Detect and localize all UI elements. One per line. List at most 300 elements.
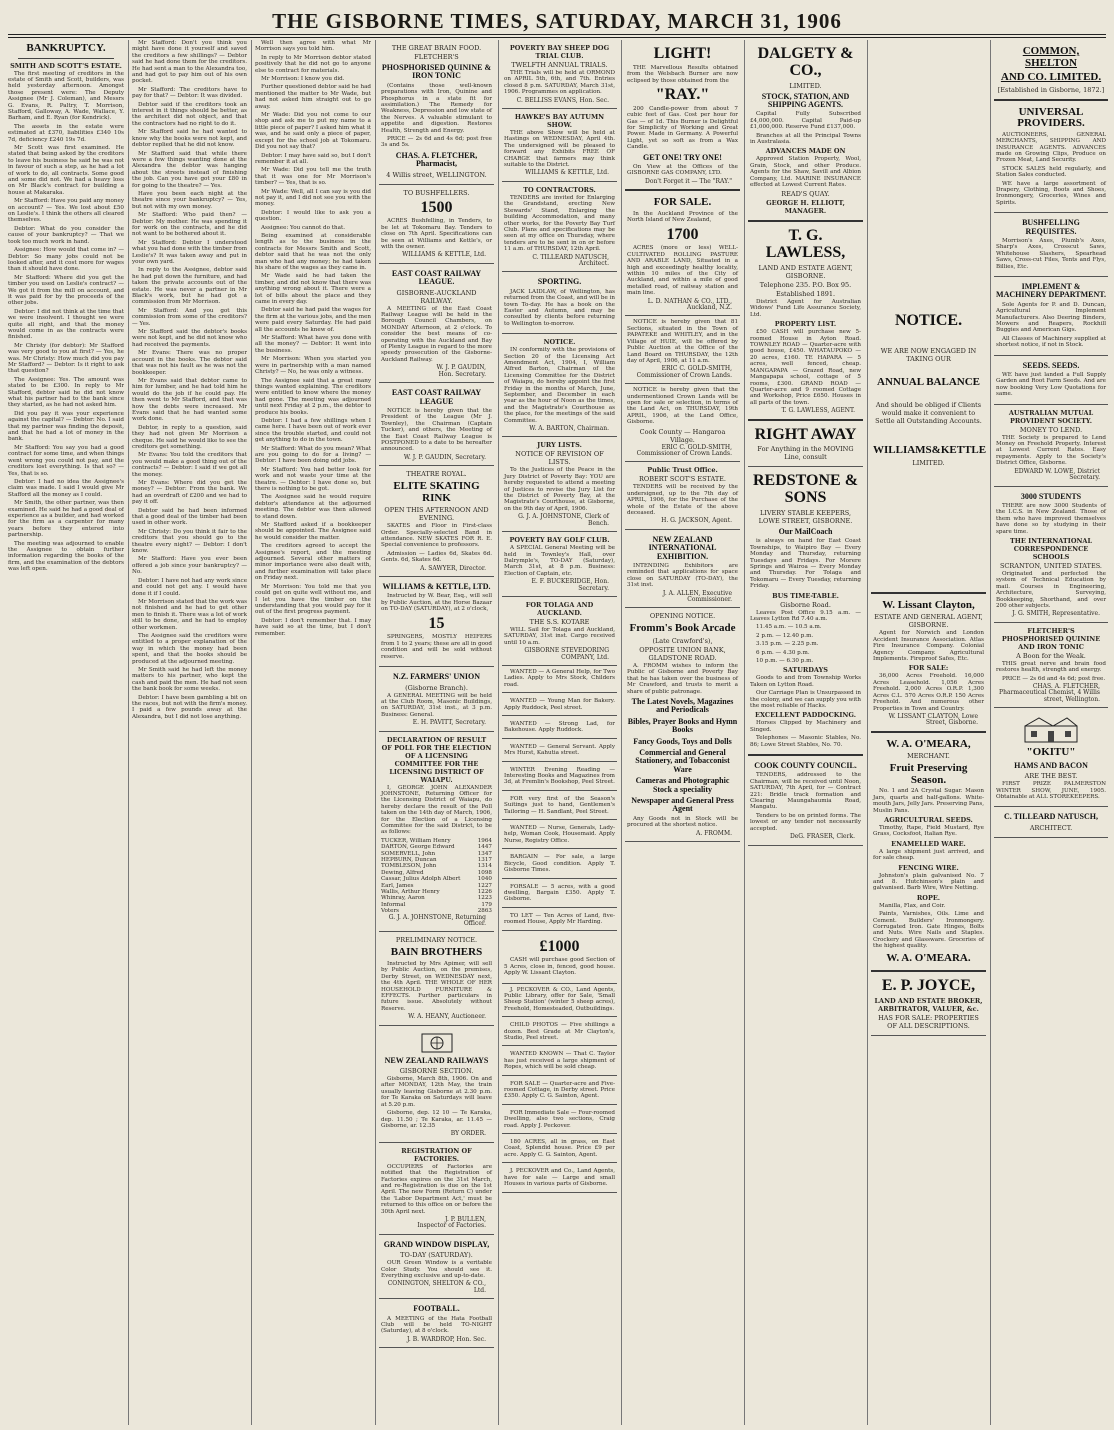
advert-body: A SPECIAL General Meeting will be held in Townley's Hall, over Dalrymple's, TO-DAY (Saturday), March 31st, at 8 p.m. Business: Election of Captain, etc.	[504, 545, 615, 577]
candidate-name: Cassar, Julius Adolph Albert	[381, 876, 461, 883]
advert-fletchers-tonic-2	[994, 623, 1108, 708]
classified-ad: WANTED — A General Help, for Two Ladies. Apply to Mrs Stock, Childers road.	[502, 666, 617, 693]
advert-lawless	[748, 222, 863, 420]
article-paragraph: The Assignee: Yes. The amount was stated to be £300. In reply to Mr Stafford, debtor said he did not know what his partner had to the bank since they started, as he had not asked him.	[8, 376, 124, 409]
spacer	[873, 332, 984, 346]
advert-heading: TO CONTRACTORS.	[523, 185, 596, 194]
advert-subtitle: FLETCHER'S	[414, 53, 459, 61]
candidate-votes: 179	[481, 901, 492, 908]
column-3	[255, 40, 371, 1425]
advert-fletchers-tonic	[379, 40, 494, 185]
article-paragraph: Debtor: I had no idea the Assignee's claim was made. I said I would give Mr Stafford all the money as I could.	[8, 478, 124, 498]
advert-body: THIS great nerve and brain food restores health, strength and energy.	[996, 660, 1106, 674]
divider	[18, 58, 114, 59]
advert-signature: W. J. P. GAUDIN, Secretary.	[403, 453, 486, 461]
advert-body: Any Goods not in Stock will be procured at the shortest notice.	[627, 815, 738, 829]
advert-subheading: [Established in Gisborne, 1872.]	[997, 85, 1105, 94]
advert-body: Manilla, Flax, and Coir.	[879, 902, 946, 909]
advert-heading: ANNUAL BALANCE	[877, 375, 980, 388]
advert-railways	[379, 1026, 494, 1143]
advert-body: For Anything in the MOVING Line, consult	[757, 445, 854, 462]
advert-joyce	[871, 972, 986, 1036]
advert-body: Sole Agents for P. and D. Duncan, Agricultural Implement Manufacturers. Also Deering Binders, Mowers and Reapers, Rockhill Buggies and American Gigs.	[996, 301, 1106, 334]
masthead-rule-lower	[8, 37, 1106, 38]
advert-title: DALGETY & CO.,	[757, 45, 854, 79]
advert-common-shelton	[994, 40, 1108, 101]
advert-subheading: Gisborne Road.	[780, 600, 831, 609]
article-paragraph: Debtor: I would like to ask you a question.	[255, 209, 371, 223]
article-paragraph: Mr Stafford: Debtor I understood what you had done with the timber from Leslie's? It was taken away and put in your own yard.	[132, 239, 247, 265]
column-rule	[251, 40, 252, 1425]
advert-body: ACRES (more or less) WELL-CULTIVATED ROLLING PASTURE AND ARABLE LAND, Situated in a high and exceedingly healthy locality, within 10 miles of the City of Auckland, and within a mile of good metalled road, of railway station and main line.	[627, 245, 738, 297]
article-paragraph: Mr Morrison: You told me that you could get on quite well without me, and I let you have the timber on the understanding that you would pay for it out of the first progress payment.	[255, 583, 371, 616]
advert-okitu	[994, 708, 1108, 807]
advert-title: REDSTONE & SONS	[752, 472, 859, 507]
timetable-row: 6 p.m. — 4.30 p.m.	[756, 649, 810, 656]
advert-body: CASH will purchase good Section of 5 Acres, close in, fenced, good house. Apply W. Lissant Clayton.	[504, 957, 615, 977]
advert-signature-title: Inspector of Factories.	[417, 1222, 486, 1230]
advert-subheading: FOR SALE:	[908, 664, 949, 673]
advert-williams-kettle-auction	[379, 577, 494, 667]
article-paragraph: Mr Morrison: I know you did.	[261, 76, 345, 83]
advert-established: Established 1891.	[775, 290, 836, 299]
advert-body: A MEETING of the East Coast Railway League will be held in the Borough Council Chambers, on MONDAY Afternoon, at 2 o'clock. To consider the best means of co-operating with the Auckland and Bay of Plenty League in regard to the more speedy prosecution of the Gisborne-Auckland Railway.	[381, 305, 492, 363]
advert-amp-society	[994, 405, 1108, 487]
advert-title: T. G. LAWLESS,	[765, 227, 846, 262]
advert-subheading: Cook County — Hangaroa Village.	[639, 427, 726, 444]
article-paragraph: Debtor said he had been informed that a good deal of the timber had been used in other work.	[132, 507, 247, 527]
advert-body: TENDERS will be received by the undersigned, up to the 7th day of APRIL, 1906, for the Purchase of the whole of the Estate of the above deceased.	[627, 484, 738, 517]
article-paragraph: The Assignee said the creditors were entitled to a proper explanation of the way in which the money had been spent, and that the books should be produced at the adjourned meeting.	[132, 632, 247, 665]
poll-results-table	[381, 838, 492, 915]
advert-subheading: ARCHITECT.	[1029, 823, 1073, 832]
advert-body: TENDERS are invited for Enlarging the Grandstand, erecting New Stewards' Stand, Enlarging the building Accommodation, and many other works, for the Poverty Bay Turf Club. Plans and specifications may be seen at my office on Thursday, where tenders are to be sent in on or before 11 a.m. of THURSDAY, 12th April.	[504, 194, 615, 253]
advert-heading: NEW ZEALAND INTERNATIONAL EXHIBITION.	[648, 534, 717, 561]
advert-body: NOTICE is hereby given that the undermentioned Crown Lands will be open for sale or selection, in terms of the Land Act, on THURSDAY, 19th APRIL, 1906, at the Land Office, Gisborne.	[627, 387, 738, 426]
advert-seeds	[994, 356, 1108, 405]
article-paragraph: Mr Wade: Did you not come to our shop and ask me to put my name to a little piece of paper? I asked him what it was, and he said only a piece of paper, except for the school job at Tokomaru. Did you not say that?	[255, 112, 371, 151]
advert-universal-providers	[994, 101, 1108, 214]
article-paragraph: Mr Stafford: Who paid then? — Debtor: My mother. He was spending it for work on the contracts, and he did not want to be bothered about it.	[132, 212, 247, 238]
article-paragraph: Mr Stafford: What do you mean? What are you going to do for a living? — Debtor: I have been doing odd jobs.	[255, 445, 371, 465]
advert-body: Horses Clipped by Machinery and Singed.	[750, 720, 861, 733]
column-1	[8, 40, 124, 1425]
advert-signature: W. A. BARTON, Chairman.	[529, 425, 609, 433]
article-paragraph: Debtor: I may have said so, but I don't remember it at all.	[255, 152, 371, 165]
candidate-votes: 1223	[477, 895, 492, 902]
advert-address: 4 Willis street, WELLINGTON.	[386, 170, 487, 179]
article-subheading: SMITH AND SCOTT'S ESTATE.	[10, 61, 122, 70]
classifieds-lower	[502, 984, 617, 1193]
advert-signature: ERIC C. GOLD-SMITH, Commissioner of Crown Lands.	[636, 365, 732, 379]
advert-body: Johnston's plain galvanised No. 7 and 8. Hutchinson's plain and galvanised. Barb Wire, Wire Netting.	[873, 872, 984, 892]
advert-body: Agent for Norwich and London Accident Insurance Association. Atlas Fire Insurance Company. Colonial Agency Company. Agricultural Implements. Fireproof Safes, Etc.	[873, 630, 984, 663]
advert-title: Fromm's Book Arcade	[629, 622, 736, 635]
advert-omeara	[871, 733, 986, 973]
advert-body: WE have just landed a Full Supply Garden and Root Farm Seeds. And are now booking Very Low Quotations for same.	[996, 372, 1106, 398]
column-rule	[621, 40, 622, 1425]
article-paragraph: Mr Christy: Do you think it fair to the creditors that you should go to the theatre every night? — Debtor: I don't know.	[132, 528, 247, 555]
advert-signature: G. J. A. JOHNSTONE, Clerk of Bench.	[518, 513, 609, 527]
advert-heading: EAST COAST RAILWAY LEAGUE.	[391, 268, 482, 287]
advert-title: UNIVERSAL PROVIDERS.	[1017, 105, 1085, 130]
classified-ad: FORSALE — 5 acres, with a good dwelling, Bargain £350. Apply T. Gisborne.	[502, 881, 617, 908]
candidate-name: HEPBURN, Duncan	[381, 857, 437, 863]
article-paragraph: Mr Christy (for debtor): Mr Stafford was very good to you at first? — Yes, he was. Mr Christy: How much did you pay Mr Stafford? — Debtor: Is it right to ask that question?	[8, 342, 124, 375]
article-paragraph: The Assignee said that a great many things wanted explaining. The creditors were entitled to know where the money had gone. The meeting was adjourned until next Friday at 2 p.m., the debtor to produce his books.	[255, 377, 371, 416]
advert-number: 1700	[666, 225, 699, 243]
advert-natusch	[994, 807, 1108, 837]
advert-heading: HAMS AND BACON	[1014, 760, 1088, 770]
advert-address: READ'S QUAY.	[781, 190, 830, 199]
advert-subheading: GISBORNE-AUCKLAND RAILWAY.	[396, 288, 477, 305]
advert-subheading: NOTICE OF REVISION OF LISTS.	[515, 450, 604, 467]
advert-heading: STOCK, STATION, AND SHIPPING AGENTS.	[761, 91, 850, 109]
advert-body: WE have a large assortment of Drapery, Clothing, Boots and Shoes, Ironmongery, Groceries, Wines and Spirits.	[996, 180, 1106, 206]
advert-body: is always on hand for East Coast Townships, to Waipiro Bay — Every Monday and Thursday, returning Tuesdays and Fridays. For Morere Springs and Wairoa — Every Monday and Thursday. For Tolaga and Tokomaru — Every Tuesday, returning Friday.	[750, 538, 861, 590]
masthead-title: THE GISBORNE TIMES, SATURDAY, MARCH 31, 1906	[272, 9, 842, 33]
advert-contractors	[502, 182, 617, 272]
classifieds	[502, 666, 617, 931]
advert-title: BAIN BROTHERS	[390, 946, 483, 959]
advert-body: District Agent for Australian Widows' Fund Life Assurance Society, Ltd.	[750, 299, 861, 318]
candidate-name: SOMERVELL, John	[381, 850, 436, 857]
timetable-row: 2 p.m. — 12.40 p.m.	[756, 632, 814, 639]
article-paragraph: Assignee: How would that come in? — Debtor: So many jobs could not be looked after, and it cost more for wages than it should have done.	[8, 247, 124, 273]
advert-title: POVERTY BAY SHEEP DOG TRIAL CLUB.	[509, 44, 610, 60]
advert-address: OPPOSITE UNION BANK, GLADSTONE ROAD.	[639, 645, 726, 662]
candidate-name: Voters	[381, 908, 399, 915]
candidate-votes: 1447	[477, 844, 492, 851]
advert-body: SPRINGERS, MOSTLY HEIFERS from 1 to 2 years; these are all in good condition and will be sold without reserve.	[381, 634, 492, 660]
advert-railway-league	[379, 264, 494, 383]
advert-body: WE ARE NOW ENGAGED IN TAKING OUR	[880, 346, 977, 363]
advert-phone: Telephones — Masonic Stables, No. 86; Lowe Street Stables, No. 70.	[750, 735, 861, 748]
advert-subheading: LIVERY STABLE KEEPERS, LOWE STREET, GISBORNE.	[758, 508, 853, 525]
advert-times: Gisborne, dep. 12 10 — Te Karaka, dep. 11.50 ; Te Karaka, ar. 11.45 — Gisborne, ar. 12.35	[381, 1110, 492, 1129]
advert-subheading: ESTATE AND GENERAL AGENT, GISBORNE.	[874, 613, 983, 630]
advert-body: OUR Green Window is a veritable Color Study. You should see it. Everything exclusive and up-to-date.	[381, 1260, 492, 1279]
advert-signature: BY ORDER.	[450, 1130, 486, 1138]
advert-body: THE Marvellous Results obtained from the Welsbach Burner are now eclipsed by those obtained from the	[627, 64, 738, 84]
advert-subheading: LAND AND ESTATE AGENT, GISBORNE.	[758, 264, 853, 281]
article-paragraph: Further questioned debtor said he had mentioned the matter to Mr Wade, but had not asked him straight out to go away.	[255, 84, 371, 110]
advert-subheading: ROBERT SCOT'S ESTATE.	[639, 475, 726, 484]
advert-subheading: AGRICULTURAL SEEDS.	[884, 815, 973, 824]
advert-heading: BUS TIME-TABLE.	[772, 591, 839, 600]
classified-ad: TO LET — Ten Acres of Land, five-roomed House, Apply Mr Harding.	[502, 910, 617, 931]
article-paragraph: Mr Wade: Well, all I can say is you did not pay it, and I did not see you with the money.	[255, 188, 371, 208]
advert-window-display	[379, 1235, 494, 1299]
advert-heading: IMPLEMENT & MACHINERY DEPARTMENT.	[996, 282, 1106, 300]
column-rule	[128, 40, 129, 1425]
advert-signature: WILLIAMS & KETTLE, Ltd.	[402, 251, 486, 259]
advert-title: ELITE SKATING RINK	[393, 480, 480, 504]
article-paragraph: Mr Evans: Where did you get the money? — Debtor: From the bank. We had an overdraft of £200 and we had to pay it off.	[132, 480, 247, 506]
advert-signature: J. B. WARDROP, Hon. Sec.	[406, 1335, 486, 1343]
article-paragraph: Debtor: I did not think at the time that we were insolvent. I thought we were quite all right, and that the money would come in as the contracts were finished.	[8, 308, 124, 341]
advert-body: JACK LAIDLAW, of Wellington, has returned from the Coast, and will be in town To-day. He has a book on the Easter and Autumn, and may be consulted by clients before returning to Wellington to-morrow.	[504, 288, 615, 327]
advert-dalgety	[748, 40, 863, 222]
candidate-votes: 2863	[477, 908, 492, 915]
advert-heading: DECLARATION OF RESULT OF POLL FOR THE ELECTION OF A LICENSING COMMITTEE FOR THE LICENSING DISTRICT OF WAIAPU.	[381, 735, 492, 784]
spacer	[873, 390, 984, 400]
timetable-row: 3.15 p.m. — 2.25 p.m.	[756, 641, 819, 648]
advert-redstone	[748, 467, 863, 756]
advert-price: PRICE — 2s 6d and 4s 6d; post free 3s and 5s.	[381, 136, 492, 149]
article-paragraph: Debtor: I had a few shillings when I came here. I have been out of work ever since the trouble started, and could not get anything to do in the town.	[255, 417, 371, 444]
candidate-votes: 1314	[477, 863, 492, 870]
advert-signature: W. LISSANT CLAYTON, Lowe Street, Gisborne.	[888, 712, 978, 727]
classified-ad: BARGAIN — For sale, a large Bicycle, Good condition. Apply T. Gisborne Times.	[502, 851, 617, 878]
article-paragraph: Debtor: I have been gambling a bit on the races, but not with the firm's money. I paid a few pounds away at the Alexandra, but I did not lose anything.	[132, 694, 247, 720]
article-paragraph: Mr Stafford: Have you paid any money on account? — Yes. We lost about £50 on Leslie's. I think the others all cleared themselves.	[8, 198, 124, 224]
advert-exhibition	[625, 530, 740, 609]
column-9	[994, 40, 1108, 1425]
advert-fromms-book-arcade	[625, 608, 740, 841]
column-rule	[375, 40, 376, 1425]
candidate-name: TUCKER, William Henry	[381, 837, 451, 844]
advert-subheading: ARE THE BEST.	[1024, 772, 1078, 781]
advert-list: 36,000 Acres Freehold. 16,000 Acres Leasehold. 1,056 Acres Freehold. 2,000 Acres O.R.P. 1,300 Acres C.L. 570 Acres O.R.P. 150 Acres Freehold. And numerous other Properties in Town and Country.	[873, 673, 984, 712]
advert-signature: C. BELLISS EVANS, Hon. Sec.	[516, 96, 609, 104]
advert-licensing-notice	[502, 334, 617, 437]
advert-admission: Admission — Ladies 6d, Skates 6d. Gents. 6d, Skates 6d.	[381, 550, 492, 564]
advert-title-line2: AND CO. LIMITED.	[1000, 71, 1102, 84]
advert-for-sale-land	[625, 191, 740, 316]
advert-title: THE GREAT BRAIN FOOD.	[391, 44, 482, 52]
article-paragraph: Mr Stafford: Have you ever been offered a job since your bankruptcy? — No.	[132, 556, 247, 576]
article-paragraph: Debtor said he had paid the wages for the firm at the various jobs, and the men were paid every Saturday. He had paid all the accounts he knew of.	[255, 307, 371, 333]
advert-heading: EXCELLENT PADDOCKING.	[755, 711, 856, 720]
classified-ad: FOR SALE — Quarter-acre and Five-roomed Cottage, in Derby street. Price £350. Apply C. G. Sainton, Agent.	[502, 1078, 617, 1105]
advert-body: INTENDING Exhibitors are reminded that applications for space close on SATURDAY (TO-DAY), the 31st inst.	[627, 563, 738, 589]
advert-line: Newspaper and General Press Agent	[631, 795, 734, 814]
advert-heading: HAWKE'S BAY AUTUMN SHOW.	[514, 113, 605, 130]
advert-shipping	[502, 597, 617, 666]
column-rule	[498, 40, 499, 1425]
advert-body: NOTICE is hereby given that the President of the League (Mr J. Townley), the Chairman (Captain Tucker), and others, the Meeting of the East Coast Railway League is POSTPONED to a date to be hereafter announced.	[381, 407, 492, 453]
advert-signature: E. F. BUCKERIDGE, Hon. Secretary.	[531, 578, 609, 592]
advert-cash-1000	[502, 933, 617, 984]
advert-title: "OKITU"	[1026, 746, 1076, 759]
article-paragraph: In reply to the Assignee, debtor said he had put down the furniture, and had taken the private accounts out of the estate. He was never a partner in Mr Black's work, but he had got a commission from Mr Morrison.	[132, 267, 247, 306]
candidate-votes: 1964	[477, 837, 492, 844]
advert-title: NOTICE.	[894, 312, 963, 329]
advert-subheading: THE S.S. KOTARE	[529, 617, 590, 626]
advert-call-to-action: GET ONE! TRY ONE!	[643, 152, 722, 162]
advert-number: 1500	[420, 198, 453, 216]
article-paragraph: In reply to Mr Morrison debtor stated positively that he did not go to anyone else to contract for materials.	[255, 54, 371, 74]
railway-crest-icon	[420, 1032, 454, 1054]
advert-phone: Telephone 235. P.O. Box 95.	[759, 281, 852, 290]
advert-football	[379, 1299, 494, 1348]
classified-ad: J. PECKOVER & CO., Land Agents, Public Library, offer for Sale, 'Small Sheep Station' (winter 5 sheep acres), Freehold, Homesteaded, Outbuildings.	[502, 984, 617, 1018]
advert-subheading: SCRANTON, UNITED STATES.	[999, 561, 1102, 570]
advert-implement-dept	[994, 277, 1108, 356]
advert-body: Capital Fully Subscribed £4,000,000. Capital Paid-up £1,000,000. Reserve Fund £137,000.	[750, 111, 861, 131]
article-paragraph: Mr Scott was first examined. He stated that being asked by the creditors to leave his business he said he was not in favour of such a step, as he had a lot of work to do, all contracts. Some good and some did not. We had a heavy loss on Mr Black's contract for building a house at Makaraka.	[8, 145, 124, 196]
advert-licensing-poll	[379, 732, 494, 933]
spacer	[873, 364, 984, 374]
column-8	[871, 40, 986, 1425]
advert-body: In the Auckland Province of the North Island of New Zealand,	[627, 210, 738, 224]
advert-title: LIGHT!	[653, 45, 712, 62]
advert-subheading: GISBORNE SECTION.	[399, 1067, 474, 1076]
advert-subheading: ROPE.	[916, 893, 941, 902]
column-6	[625, 40, 740, 1425]
advert-heading: WILLIAMS & KETTLE, LTD.	[382, 582, 491, 592]
advert-signature: CHAS. A. FLETCHER, Pharmaceutical Chemist, 4 Willis street, Wellington.	[999, 682, 1100, 703]
advert-heading: Fruit Preserving Season.	[889, 762, 968, 786]
candidate-name: Whinray, Aaron	[381, 895, 425, 902]
timetable-row: Leaves Post Office 9.15 a.m. — Leaves Lytton Rd 7.40 a.m.	[750, 609, 861, 622]
advert-list: Approved Station Property, Wool, Grain, Stock, and other Produce. Agents for the Shaw, Savill and Albion Company, Ltd. MARINE INSURANCE effected at Lowest Current Rates.	[750, 156, 861, 189]
advert-heading: N.Z. FARMERS' UNION	[393, 672, 480, 682]
candidate-votes: 1317	[477, 857, 492, 863]
advert-body: A MEETING of the Hata Football Club will be held TO-NIGHT (Saturday), at 8 o'clock.	[381, 1315, 492, 1335]
advert-body: STOCK SALES held regularly, and Station Sales conducted.	[996, 165, 1106, 179]
advert-heading: BUSHFELLING REQUISITES.	[1022, 218, 1080, 236]
advert-number: 15	[428, 614, 445, 632]
advert-price: PRICE — 2s 6d and 4s 6d; post free.	[1002, 675, 1106, 682]
advert-list: Morrison's Axes, Plumb's Axes, Sharp's Axes, Crosscut Saws, Whitehouse Slashers, Spearhead Saws, Cross-cut Files, Tents and Flys, Billies, Etc.	[996, 237, 1106, 270]
advert-body: Branches at all the Principal Towns in Australasia.	[750, 132, 861, 145]
advert-heading: JURY LISTS.	[537, 441, 582, 450]
classified-ad: WANTED — Nurse, Generals, Lady-help, Woman Cook, Housemaid. Apply Nurse, Registry Office.	[502, 822, 617, 849]
advert-line: Commercial and General Stationery, and Tobacconist Ware	[635, 747, 730, 774]
advert-body: THE Trials will be held at ORMOND on APRIL 5th, 6th, and 7th. Entries closed 8 p.m. SATURDAY, March 31st, 1906. Programmes on application.	[504, 70, 615, 96]
advert-signature: W. A. O'MEARA.	[886, 951, 971, 964]
article-paragraph: Mr Stafford said he had wanted to know why the books were not kept, and debtor replied that he did not know.	[132, 129, 247, 149]
article-paragraph: Mr Evans: There was no proper account in the books. The debtor said that was not his fault as he was not the bookkeeper.	[132, 350, 247, 376]
advert-correspondence-schools	[994, 487, 1108, 623]
advert-body: 200 Candle-power from about 7 cubic feet of Gas. Cost per hour for Gas — of 1d. This Burner is Delightful for Simplicity of Working and Great Power. Made in Germany. A Powerful Light, yet so soft as from a Wax Candle.	[627, 105, 738, 151]
advert-body: Our Carriage Plan is Unsurpassed in the colony, and we can supply you with the most reliable of Hacks.	[750, 690, 861, 710]
column-rule	[744, 40, 745, 1425]
advert-crown-lands-1	[625, 316, 740, 384]
advert-body: WILL Sail for Tolaga and Auckland, SATURDAY, 31st inst. Cargo received until 10 a.m.	[504, 626, 615, 646]
advert-body: Instructed by Mrs Apimer, will sell by Public Auction, on the premises, Derby Street, on WEDNESDAY next, the 4th April. THE WHOLE OF HER HOUSEHOLD FURNITURE & EFFECTS. Further particulars in future issue. Absolutely without Reserve.	[381, 961, 492, 1012]
article-paragraph: Mr Stafford said that while there were a few things wanting done at the Alexandra the debtor was hanging about the streets instead of finishing the job. Can you have got your £80 in for going to the theatre? — Yes.	[132, 150, 247, 189]
advert-signature: H. G. JACKSON, Agent.	[661, 517, 732, 525]
advert-signature: J. G. SMITH, Representative.	[1012, 610, 1100, 618]
advert-subheading: FENCING WIRE.	[898, 863, 959, 872]
article-paragraph: Debtor: I don't remember that. I may have said so at the time, but I don't remember.	[255, 617, 371, 637]
advert-subheading: THE INTERNATIONAL CORRESPONDENCE SCHOOLS	[1009, 536, 1093, 561]
advert-public-trust	[625, 462, 740, 529]
advert-golf-club	[502, 532, 617, 597]
advert-body: THE above Show will be held at Hastings on WEDNESDAY, April 4th. The undersigned will be pleased to forward any Exhibits FREE OF CHARGE that farmers may think suitable to the District.	[504, 130, 615, 169]
candidate-name: Informal	[381, 901, 406, 908]
advert-farmers-union	[379, 667, 494, 731]
candidate-name: Dewing, Alfred	[381, 869, 424, 876]
candidate-name: TOMBLESON, John	[381, 863, 437, 870]
advert-heading: FOR SALE.	[653, 196, 712, 209]
advert-heading: PRELIMINARY NOTICE.	[395, 936, 478, 945]
masthead-rule	[8, 34, 1106, 35]
timetable-row: 10 p.m. — 6.30 p.m.	[756, 658, 814, 664]
advert-body: THERE are now 3000 Students of the I.C.S. in New Zealand. Those of them who have improved themselves have done so by studying in their spare time.	[996, 502, 1106, 535]
article-paragraph: The Assignee said he would require debtor's attendance at the adjourned meeting. The debtor was then allowed to stand down.	[255, 494, 371, 520]
classified-ad: 180 ACRES, all in grass, on East Coast, Splendid house. Price £9 per acre. Apply C. G. Sainton, Agent.	[502, 1136, 617, 1163]
article-paragraph: Mr Wade said he had taken the timber, and did not know that there was anything wrong about it. There were a lot of bills about the place and they came in every day.	[255, 273, 371, 306]
advert-title: E. P. JOYCE,	[881, 977, 976, 995]
advert-bushfellers	[379, 185, 494, 264]
article-paragraph: Mr Stafford said the debtor's books were not kept, and he did not know who had received the payments.	[132, 329, 247, 348]
advert-signature: Don't Forget it — The "RAY."	[645, 177, 732, 185]
classified-ad: WANTED — Strong Lad, for Bakehouse. Apply Ruddock.	[502, 718, 617, 739]
classified-ad: WANTED — Young Man for Bakery. Apply Ruddock, Peel street.	[502, 695, 617, 716]
advert-body: OCCUPIERS of Factories are notified that the Registration of Factories expires on the 31st March, and re-Registration is due on the 1st April. The new Form (Return C) under the 'Labor Department Act,' must be returned to this office on or before the 30th April next.	[381, 1163, 492, 1215]
advert-body: On View at the Offices of the GISBORNE GAS COMPANY, LTD.	[627, 164, 738, 177]
advert-body: A large shipment just arrived, and for sale cheap.	[873, 848, 984, 862]
advert-heading: POVERTY BAY GOLF CLUB.	[509, 536, 610, 545]
advert-signature: CONINGTON, SHELTON & CO., Ltd.	[387, 1280, 486, 1294]
advert-heading: COOK COUNTY COUNCIL.	[754, 761, 857, 771]
article-paragraph: Mr Stafford: Where did you get the timber you used on Leslie's contract? — We got it from the mill on account, and it was paid for by the proceeds of the other jobs.	[8, 274, 124, 307]
article-paragraph: Mr Stafford: You had better look for work and not waste your time at the theatre. — Debtor: I have done so, but there is nothing to be got.	[255, 466, 371, 492]
advert-signature: J. A. ALLEN, Executive Commissioner.	[662, 589, 732, 604]
article-paragraph: The assets in the estate were estimated at £370, liabilities £340 10s 7d, deficiency £240 19s 7d.	[8, 123, 124, 143]
article-paragraph: Being examined at considerable length as to the business in the contracts for Messrs Smith and Scott, debtor said that he was not the only man who had any money; he had taken his share of the wages as they came in.	[255, 232, 371, 271]
advert-signature: A. SAWYER, Director.	[420, 564, 486, 572]
advert-subtitle: LIMITED.	[789, 81, 822, 90]
advert-body: SKATES and Floor in First-class Order. Specially-selected Band in attendance. NEW SKATES FOR R. E. Special convenience to professors.	[381, 523, 492, 549]
advert-heading: FOOTBALL.	[413, 1304, 460, 1314]
advert-lissant-clayton	[871, 594, 986, 733]
advert-subheading: HAS FOR SALE: PROPERTIES OF ALL DESCRIPTIONS.	[878, 1014, 979, 1031]
column-rule	[867, 40, 868, 1425]
advert-bain-brothers	[379, 932, 494, 1025]
classified-ad: WINTER Evening Reading — Interesting Books and Magazines from 3d, at Fremlin's Bookshop, Peel Street.	[502, 764, 617, 791]
candidate-name: DARTON, George Edward	[381, 844, 455, 851]
article-paragraph: The creditors agreed to accept the Assignee's report, and the meeting adjourned. Several other matters of minor importance were also dealt with, and further examination will take place on Friday next.	[255, 543, 371, 582]
advert-heading: 3000 STUDENTS	[1020, 491, 1082, 501]
advert-heading: AUSTRALIAN MUTUAL PROVIDENT SOCIETY.	[1008, 408, 1094, 425]
classified-ad: FOR very first of the Season's Suitings just to hand, Gentlemen's Tailoring — H. Sandlant, Peel Street.	[502, 793, 617, 820]
advert-subheading: TWELFTH ANNUAL TRIALS.	[511, 61, 608, 69]
article-paragraph: Well then agree with what Mr Morrison says you told him.	[255, 40, 371, 53]
article-heading: BANKRUPTCY.	[26, 42, 106, 54]
candidate-votes: 1040	[477, 876, 492, 883]
advert-signature: DeG. FRASER, Clerk.	[789, 833, 855, 841]
column-2	[132, 40, 247, 1425]
column-4	[379, 40, 494, 1425]
article-paragraph: Did you pay it was your experience against the capital? — Debtor: No. I said that my partner was finding the deposit, and that he had a lot of money in the bank.	[8, 410, 124, 443]
advert-body: Paints, Varnishes, Oils. Lime and Cement. Builders' Ironmongery. Corrugated Iron. Gate Hinges, Bolts and Nuts. Wire Nails and Staples. Crockery and Glassware. Groceries of the highest quality.	[873, 911, 984, 950]
advert-body: (Contains those well-known preparations with Iron, Quinine and Phosphorus in a state fit for assimilation.) The Remedy for Weakness, Depression and low state of the Nerves. A valuable stimulant to appetite and digestion. Restores Health, Strength and Energy.	[381, 82, 492, 134]
article-paragraph: Mr Stafford: And you got this commission from some of the creditors? — Yes.	[132, 307, 247, 327]
advert-body: Gisborne, March 8th, 1906. On and after MONDAY, 12th May, the train usually leaving Gisborne at 2.30 p.m. for Te Karaka on Saturdays will leave at 5.20 p.m.	[381, 1076, 492, 1108]
classified-ad: CHILD PHOTOS — Five shillings a dozen. Best Grade at Mr Clayton's, Studio, Peel street.	[502, 1019, 617, 1046]
advert-body: IN conformity with the provisions of Section 20 of the Licensing Act Amendment Act, 1904, I, William Alfred Barton, Chairman of the Licensing Committee for the District of Waiapu, do hereby appoint the first Friday in the months of March, June, September, and December in each year as the hour of Noon as the times, and the Magistrate's Courthouse as the place, for the meetings of the said Committee.	[504, 347, 615, 424]
advert-subheading: LAND AND ESTATE BROKER, ARBITRATOR, VALUER, &c.	[874, 997, 983, 1014]
advert-signature: G. J. A. JOHNSTONE, Returning Officer.	[388, 913, 486, 928]
advert-subheading: PROPERTY LIST.	[774, 320, 837, 329]
advert-title: W. Lissant Clayton,	[882, 598, 975, 611]
advert-signature: ERIC C. GOLD-SMITH, Commissioner of Crown Lands.	[636, 443, 732, 457]
article-paragraph: Mr Stafford: Don't you think you might have done it yourself and saved the creditors a few shillings? — Debtor said he had done them for the creditors. He had sent a man to the Alexandra too, and had got to pay him out of his own pocket.	[132, 40, 247, 85]
advert-title: COMMON, SHELTON	[1022, 45, 1080, 69]
advert-signature: W. J. P. GAUDIN,	[436, 364, 486, 372]
advert-subheading: ADVANCES MADE ON	[765, 147, 846, 156]
advert-signature-sub: LIMITED.	[912, 458, 945, 467]
advert-heading: Our MailCoach	[778, 526, 833, 536]
advert-signature-title: Hon. Secretary.	[438, 370, 486, 378]
advert-heading: SEEDS. SEEDS.	[1022, 360, 1080, 370]
advert-line: Bibles, Prayer Books and Hymn Books	[627, 716, 738, 735]
